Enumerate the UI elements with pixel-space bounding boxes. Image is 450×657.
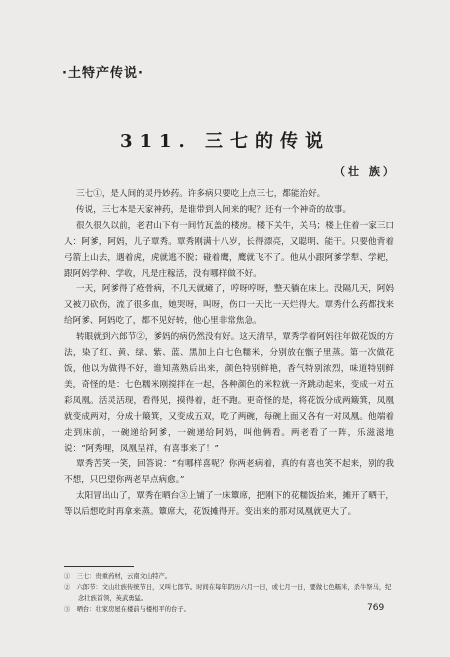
footnote-divider: [64, 566, 134, 567]
paragraph: 太阳冒出山了，覃秀在晒台③上铺了一床簟席，把刚下的花糯饭抬来，摊开了晒干，等以后想吃时再拿来蒸。簟席大，花饭摊得开。变出来的那对凤凰就更大了。: [64, 491, 395, 518]
paragraph: 三七①，是人间的灵丹妙药。许多病只要吃上点三七，都能治好。: [76, 189, 326, 199]
footnote: ② 六郎节：文山壮族传统节日，又叫七郎节。时间在每年阴历六月一日，或七月一日，要做七色糯米，杀牛祭马，纪念壮族首领，英武勇猛。: [64, 584, 392, 602]
paragraph: 覃秀苦笑一笑，回答说：“有哪样喜呢？你两老病着，真的有喜也笑不起来，别的我不想，只巴望你两老早点病愈。”: [64, 459, 394, 486]
paragraph: 传说，三七本是天家神药，是谁带到人间来的呢？还有一个神奇的故事。: [76, 204, 352, 215]
ethnicity-label: （壮 族）: [334, 165, 397, 178]
section-header: ·土特产传说·: [62, 66, 144, 81]
page-number: 769: [367, 603, 385, 613]
footnotes: [64, 571, 394, 615]
paragraph: 转眼就到六郎节②，爹妈的病仍然没有好。这天清早，覃秀学着阿妈往年做花饭的方法，染了红、黄、绿、紫、蓝、黑加上白七色糯米，分别放在甑子里蒸。第一次做花饭，他以为做得不好，谁知蒸熟后出来，颜色特别鲜艳，香气特别浓烈，味道特别鲜美，奇怪的是：七色糯米刚搅拌在一起，各种颜色的米粒就一齐跳动起来，变成一对五彩凤凰。活灵活现，看得见，摸得着，赶不跑。更奇怪的是，将花饭分成两簸箕，凤凰就变成两对，分成十簸箕，又变成五双，吃了两碗，每碗上面又各有一对凤凰。他端着走到床前，一碗递给阿爹，一碗递给阿妈，叫他俩看。两老看了一阵，乐滋滋地说：“阿秀哩，凤凰呈祥，有喜事来了！”: [64, 332, 395, 454]
story-title: 311. 三七的传说: [119, 131, 331, 152]
paragraph: 一天，阿爹得了疮骨病，不几天就瘫了，哼呀哼呀，整天躺在床上。没隔几天，阿妈又被刀砍伤，流了很多血，她哭呀，叫呀，伤口一天比一天烂得大。覃秀什么药都找来给阿爹、阿妈吃了，都不见好转，他心里非常焦急。: [64, 284, 395, 327]
footnote: ① 三七：贵重药材，云南文山特产。: [64, 573, 172, 580]
footnote: ③ 晒台：壮家房屋在楼前与楼相平的台子。: [64, 606, 190, 613]
story-body: [64, 187, 394, 521]
paragraph: 很久很久以前，老君山下有一间竹瓦盖的楼房。楼下关牛，关马；楼上住着一家三口人：阿爹，阿妈，儿子覃秀。覃秀刚满十八岁，长得漂亮，又聪明、能干。只要他背着弓箭上山去，遇着虎，虎就逃不脱；碰着鹰，鹰就飞不了。他从小跟阿爹学犁、学耙，跟阿妈学种、学收，凡是庄稼活，没有哪样做不好。: [64, 220, 395, 279]
